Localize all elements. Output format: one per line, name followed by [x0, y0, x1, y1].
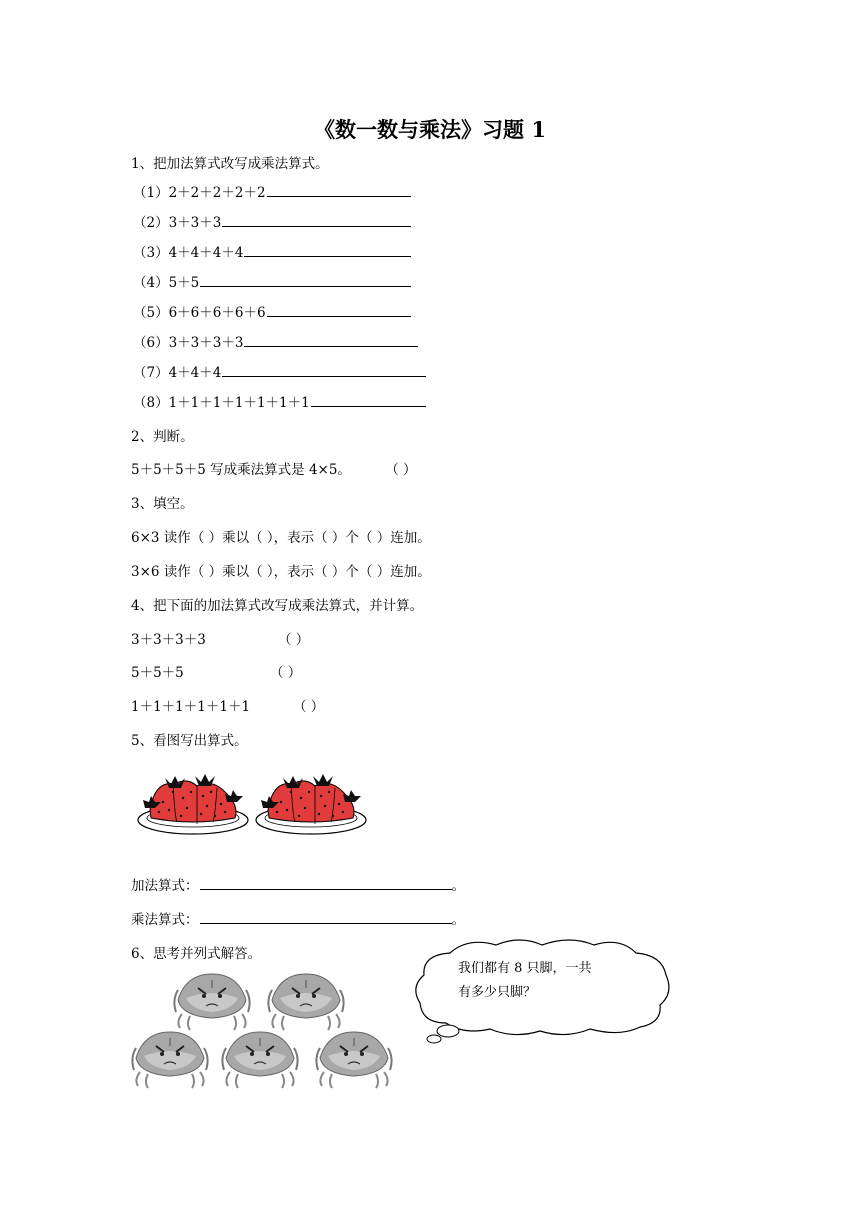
q1-answer-line[interactable] — [244, 242, 411, 257]
crab-icon — [132, 1032, 207, 1088]
q1-item-number: （4） — [133, 275, 169, 291]
q2-answer-paren[interactable]: （ ） — [385, 462, 417, 478]
q1-item-expression: 1＋1＋1＋1＋1＋1＋1 — [168, 395, 310, 411]
crab-icon — [222, 1032, 297, 1088]
q1-item-4 — [133, 271, 411, 291]
crab-icon — [316, 1032, 391, 1088]
q2-statement — [131, 458, 417, 478]
strawberry-plate-icon — [256, 774, 366, 834]
crab-icon — [174, 974, 249, 1030]
q1-answer-line[interactable] — [267, 182, 411, 197]
q4-heading: 4、把下面的加法算式改写成乘法算式，并计算。 — [131, 598, 424, 614]
q3-heading: 3、填空。 — [131, 496, 194, 512]
q1-item-expression: 4＋4＋4＋4 — [168, 245, 244, 261]
q4-item-3: 1＋1＋1＋1＋1＋1 — [131, 699, 251, 715]
q1-item-5 — [133, 301, 411, 321]
q4-item-1: 3＋3＋3＋3 — [131, 632, 206, 648]
q4-item-2: 5＋5＋5 — [131, 665, 184, 681]
q2-statement-text: 5＋5＋5＋5 写成乘法算式是 4×5。 — [131, 462, 351, 478]
q1-item-number: （2） — [133, 215, 169, 231]
q5-addition-label: 加法算式： — [131, 878, 199, 894]
q1-answer-line[interactable] — [244, 332, 418, 347]
q1-answer-line[interactable] — [267, 302, 411, 317]
q1-item-number: （6） — [133, 335, 169, 351]
q1-heading: 1、把加法算式改写成乘法算式。 — [131, 156, 329, 172]
q1-answer-line[interactable] — [311, 392, 426, 407]
q1-answer-line[interactable] — [222, 362, 426, 377]
q1-item-8 — [133, 391, 426, 411]
q3-line-1: 6×3 读作（ ）乘以（ ），表示（ ）个（ ）连加。 — [131, 530, 431, 546]
bubble-line-1: 我们都有 8 只脚，一共 — [458, 961, 592, 976]
q1-item-7 — [133, 361, 426, 381]
q1-item-1 — [133, 181, 411, 201]
crab-icon — [268, 974, 343, 1030]
q1-answer-line[interactable] — [200, 272, 411, 287]
q1-item-number: （8） — [133, 395, 169, 411]
q4-item-3-paren[interactable]: （ ） — [293, 699, 325, 715]
q1-answer-line[interactable] — [222, 212, 411, 227]
thought-bubble — [410, 935, 674, 1047]
q1-item-expression: 2＋2＋2＋2＋2 — [168, 185, 266, 201]
q1-item-number: （5） — [133, 305, 169, 321]
q1-item-expression: 3＋3＋3 — [168, 215, 222, 231]
q5-multiplication-label: 乘法算式： — [131, 912, 199, 928]
q5-multiplication-end: 。 — [451, 912, 465, 928]
q1-item-expression: 4＋4＋4 — [168, 365, 222, 381]
strawberry-plates-image — [135, 762, 385, 842]
q1-item-2 — [133, 211, 411, 231]
q1-item-number: （3） — [133, 245, 169, 261]
crabs-image — [128, 968, 403, 1086]
q5-multiplication-answer-line[interactable] — [200, 909, 452, 924]
strawberry-plate-icon — [138, 774, 248, 834]
q5-addition-row — [131, 874, 465, 894]
q1-item-number: （7） — [133, 365, 169, 381]
q5-heading: 5、看图写出算式。 — [131, 733, 248, 749]
q1-item-expression: 6＋6＋6＋6＋6 — [168, 305, 266, 321]
q6-heading: 6、思考并列式解答。 — [131, 946, 262, 962]
bubble-line-2: 有多少只脚？ — [458, 985, 537, 1000]
q1-item-3 — [133, 241, 411, 261]
q1-item-expression: 3＋3＋3＋3 — [168, 335, 244, 351]
q2-heading: 2、判断。 — [131, 429, 194, 445]
q5-multiplication-row — [131, 908, 465, 928]
q5-addition-end: 。 — [451, 878, 465, 894]
q4-item-1-paren[interactable]: （ ） — [278, 632, 310, 648]
q4-item-2-paren[interactable]: （ ） — [270, 665, 302, 681]
q1-item-number: （1） — [133, 185, 169, 201]
page-title: 《数一数与乘法》习题 1 — [314, 117, 546, 142]
q3-line-2: 3×6 读作（ ）乘以（ ），表示（ ）个（ ）连加。 — [131, 564, 431, 580]
q5-addition-answer-line[interactable] — [200, 875, 452, 890]
q1-item-expression: 5＋5 — [168, 275, 200, 291]
q1-item-6 — [133, 331, 418, 351]
